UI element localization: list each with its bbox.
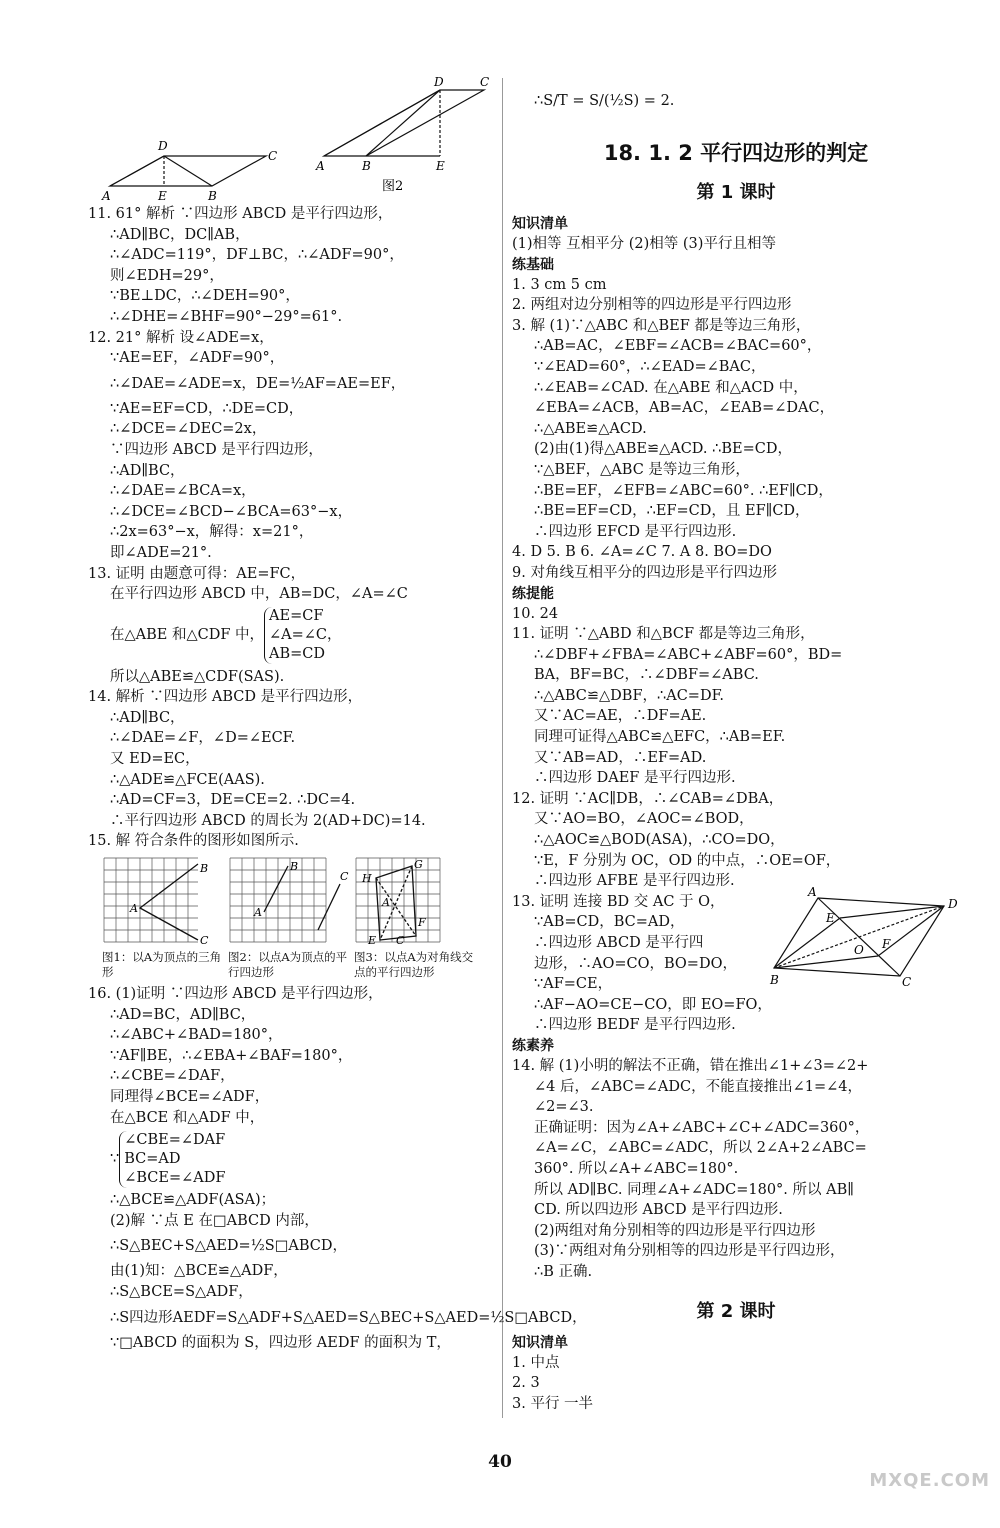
knowledge-list-label: 知识清单 <box>512 216 568 232</box>
fig2-label-E: E <box>436 159 445 173</box>
text-line: ∴B 正确. <box>534 1263 593 1280</box>
q13-answer-tail <box>512 995 960 1036</box>
knowledge-list-line: (1)相等 互相平分 (2)相等 (3)平行且相等 <box>512 236 776 252</box>
grid3-label-A: A <box>382 896 390 910</box>
text-line: ∵AB=CD，BC=AD， <box>534 914 685 931</box>
text-line: ∴四边形 EFCD 是平行四边形. <box>534 523 737 540</box>
text-line: ∵△BEF，△ABC 是等边三角形， <box>534 461 750 478</box>
text-line: ∴△AOC≌△BOD(ASA)，∴CO=DO， <box>534 832 785 849</box>
top-formula: ∴S/T = S/(½S) = 2. <box>534 93 675 109</box>
grid3-label-C: C <box>396 934 405 948</box>
text-line: ∴∠DAE=∠F，∠D=∠ECF. <box>110 730 296 747</box>
q16-brace <box>119 1131 225 1188</box>
text-line: ∴∠DBF+∠FBA=∠ABC+∠ABF=60°，BD= <box>534 646 843 663</box>
text-line: 1. 中点 <box>512 1354 560 1371</box>
q16-brace-line: BC=AD <box>124 1150 181 1167</box>
text-line: 3. 解 (1)∵△ABC 和△BEF 都是等边三角形， <box>512 317 811 334</box>
text-line: 又∵AB=AD，∴EF=AD. <box>534 749 707 766</box>
grid3-label-E: E <box>368 934 377 948</box>
text-line: ∴四边形 ABCD 是平行四 <box>534 935 704 951</box>
text-line: ∴四边形 DAEF 是平行四边形. <box>534 770 736 787</box>
text-line: ∴△BCE≌△ADF(ASA)； <box>110 1192 276 1209</box>
text-line: ∠EBA=∠ACB，AB=AC，∠EAB=∠DAC， <box>534 400 835 417</box>
text-line: ∴AD∥BC，DC∥AB， <box>110 226 250 243</box>
text-line: ∴∠DAE=∠ADE=x，DE=½AF=AE=EF， <box>110 375 406 392</box>
text-line: ∴△ABE≌△ACD. <box>534 420 647 437</box>
fig1-label-E: E <box>158 189 167 203</box>
text-line: ∴∠DHE=∠BHF=90°−29°=61°. <box>110 308 343 325</box>
fig1-label-D: D <box>158 139 168 153</box>
text-line: ∵E，F 分别为 OC，OD 的中点，∴OE=OF， <box>534 852 841 869</box>
grid-figure-3-drawing <box>354 856 464 946</box>
grid-figure-2-drawing <box>228 856 348 946</box>
text-line: ∵AE=EF=CD，∴DE=CD， <box>110 400 304 417</box>
text-line: ∴AD∥BC， <box>110 462 185 479</box>
text-line: ∴∠DAE=∠BCA=x， <box>110 483 256 500</box>
text-line: ∴S四边形AEDF=S△ADF+S△AED=S△BEC+S△AED=½S□ABCD， <box>110 1309 587 1326</box>
text-line: ∴四边形 BEDF 是平行四边形. <box>534 1017 736 1034</box>
text-line: ∵AF∥BE，∴∠EBA+∠BAF=180°， <box>110 1047 353 1064</box>
text-line: 又 ED=EC， <box>110 751 200 768</box>
knowledge-list-2-label: 知识清单 <box>512 1334 568 1351</box>
lesson-2-title: 第 2 课时 <box>696 1300 776 1322</box>
basic-practice-label: 练基础 <box>512 256 554 273</box>
grid2-label-B: B <box>290 860 299 874</box>
text-line: 同理可证得△ABC≌△EFC，∴AB=EF. <box>534 729 786 746</box>
right-column <box>512 80 960 1414</box>
text-line: (2)解 ∵点 E 在□ABCD 内部， <box>110 1212 319 1229</box>
text-line: ∵BE⊥DC，∴∠DEH=90°， <box>110 288 300 305</box>
q13-block <box>512 884 960 995</box>
text-line: 同理得∠BCE=∠ADF， <box>110 1089 270 1105</box>
answers-11-13 <box>88 204 493 605</box>
grid3-label-H: H <box>362 872 372 886</box>
q13-brace-prefix: 在△ABE 和△CDF 中， <box>110 627 265 644</box>
q13-figure <box>770 884 960 989</box>
q13-label-E: E <box>826 910 835 925</box>
text-line: ∠4 后，∠ABC=∠ADC，不能直接推出∠1=∠4， <box>534 1078 863 1095</box>
text-line: ∴AF−AO=CE−CO，即 EO=FO， <box>534 996 772 1013</box>
text-line: 3. 平行 一半 <box>512 1395 594 1412</box>
q13-brace-line: AE=CF <box>269 608 324 625</box>
q13-label-C: C <box>902 974 912 989</box>
text-line: ∴∠DCE=∠BCD−∠BCA=63°−x， <box>110 503 353 520</box>
text-line: 13. 证明 由题意可得：AE=FC， <box>88 565 306 582</box>
text-line: ∠A=∠C，∠ABC=∠ADC，所以 2∠A+2∠ABC= <box>534 1140 867 1157</box>
text-line: 2. 两组对边分别相等的四边形是平行四边形 <box>512 297 792 314</box>
text-line: 在△BCE 和△ADF 中， <box>110 1109 265 1126</box>
answers-13-15 <box>88 667 493 852</box>
text-line: ∴2x=63°−x，解得：x=21°， <box>110 524 314 541</box>
grid-figure-2 <box>228 856 348 980</box>
literacy-answers <box>512 1056 960 1283</box>
text-line: ∵□ABCD 的面积为 S，四边形 AEDF 的面积为 T， <box>110 1334 451 1351</box>
text-line: 则∠EDH=29°， <box>110 267 224 284</box>
text-line: BA，BF=BC，∴∠DBF=∠ABC. <box>534 667 759 684</box>
text-line: 11. 证明 ∵△ABD 和△BCF 都是等边三角形， <box>512 626 815 643</box>
text-line: 16. (1)证明 ∵四边形 ABCD 是平行四边形， <box>88 986 383 1003</box>
grid-figure-1 <box>102 856 222 980</box>
text-line: ∴∠EAB=∠CAD. 在△ABE 和△ACD 中， <box>534 379 808 396</box>
text-line: ∴S△BCE=S△ADF， <box>110 1283 253 1300</box>
text-line: 由(1)知：△BCE≌△ADF， <box>110 1263 288 1280</box>
section-title: 18. 1. 2 平行四边形的判定 <box>603 141 869 165</box>
q13-label-A: A <box>808 884 817 899</box>
text-line: ∵四边形 ABCD 是平行四边形， <box>110 441 323 458</box>
text-line: 即∠ADE=21°. <box>110 544 212 561</box>
text-line: ∴∠DCE=∠DEC=2x， <box>110 421 267 438</box>
text-line: 又∵AC=AE，∴DF=AE. <box>534 708 707 725</box>
text-line: ∴AD∥BC， <box>110 709 185 726</box>
q13-brace-line: ∠A=∠C， <box>269 627 342 644</box>
text-line: 边形，∴AO=CO，BO=DO， <box>534 955 737 972</box>
text-line: ∴平行四边形 ABCD 的周长为 2(AD+DC)=14. <box>110 812 426 829</box>
grid-figures <box>102 856 493 980</box>
grid1-label-C: C <box>200 934 209 948</box>
figure-parallelogram-1-and-2 <box>88 75 493 204</box>
fig2-label-D: D <box>434 75 444 89</box>
lesson-1-title: 第 1 课时 <box>696 182 776 203</box>
text-line: 13. 证明 连接 BD 交 AC 于 O， <box>512 893 725 910</box>
text-line: ∴AB=AC，∠EBF=∠ACB=∠BAC=60°， <box>534 338 822 355</box>
text-line: 14. 解析 ∵四边形 ABCD 是平行四边形， <box>88 689 363 706</box>
page-number: 40 <box>488 1452 512 1472</box>
fig2-label-A: A <box>316 159 325 173</box>
q13-label-F: F <box>882 936 891 951</box>
text-line: ∴∠CBE=∠DAF， <box>110 1068 235 1085</box>
q13-label-D: D <box>948 896 958 911</box>
q13-label-B: B <box>770 972 779 987</box>
grid3-label-G: G <box>414 858 423 872</box>
q16-brace-block <box>88 1128 493 1190</box>
q16-brace-line: ∠CBE=∠DAF <box>124 1131 226 1148</box>
fig2-label-C: C <box>480 75 490 89</box>
text-line: ∴S△BEC+S△AED=½S□ABCD， <box>110 1238 348 1255</box>
text-line: 9. 对角线互相平分的四边形是平行四边形 <box>512 564 777 581</box>
text-line: 360°. 所以∠A+∠ABC=180°. <box>534 1160 739 1177</box>
geometry-figures-top <box>88 75 493 204</box>
q13-label-O: O <box>854 942 864 957</box>
text-line: (3)∵两组对角分别相等的四边形是平行四边形， <box>534 1243 845 1260</box>
text-line: ∴AD=BC，AD∥BC， <box>110 1006 256 1023</box>
fig1-label-A: A <box>102 189 111 203</box>
grid-figure-1-caption: 图1：以A为顶点的三角形 <box>102 950 222 980</box>
text-line: 2. 3 <box>512 1375 540 1392</box>
grid3-label-F: F <box>418 916 426 930</box>
literacy-practice-label: 练素养 <box>512 1037 554 1054</box>
q13-brace-line: AB=CD <box>269 646 326 663</box>
grid-figure-2-caption: 图2：以点A为顶点的平行四边形 <box>228 950 348 980</box>
q13-brace-block <box>88 605 493 667</box>
text-line: 又∵AO=BO，∠AOC=∠BOD， <box>534 811 754 828</box>
grid-figure-1-drawing <box>102 856 212 946</box>
text-line: 14. 解 (1)小明的解法不正确，错在推出∠1+∠3=∠2+ <box>512 1057 869 1074</box>
knowledge-list-2-answers <box>512 1353 960 1415</box>
ability-practice-label: 练提能 <box>512 585 554 602</box>
text-line: 10. 24 <box>512 605 559 622</box>
grid-figure-3-caption: 图3：以点A为对角线交点的平行四边形 <box>354 950 474 980</box>
text-line: ∴△ADE≌△FCE(AAS). <box>110 771 265 788</box>
column-divider <box>502 78 503 1418</box>
text-line: 4. D 5. B 6. ∠A=∠C 7. A 8. BO=DO <box>512 544 772 561</box>
text-line: 所以 AD∥BC. 同理∠A+∠ADC=180°. 所以 AB∥ <box>534 1181 854 1198</box>
text-line: 12. 证明 ∵AC∥DB，∴∠CAB=∠DBA， <box>512 790 784 807</box>
grid2-label-A: A <box>254 906 262 920</box>
text-line: CD. 所以四边形 ABCD 是平行四边形. <box>534 1202 783 1219</box>
text-line: (2)两组对角分别相等的四边形是平行四边形 <box>534 1222 816 1239</box>
text-line: ∴∠ADC=119°，DF⊥BC，∴∠ADF=90°， <box>110 247 404 264</box>
grid-figure-3 <box>354 856 484 980</box>
text-line: 所以△ABE≌△CDF(SAS). <box>110 668 285 685</box>
answers-16-part1 <box>88 984 493 1128</box>
text-line: 1. 3 cm 5 cm <box>512 276 607 293</box>
q16-brace-prefix: ∵ <box>110 1150 120 1167</box>
text-line: ∴BE=EF，∠EFB=∠ABC=60°. ∴EF∥CD， <box>534 482 833 499</box>
basic-answers <box>512 275 960 584</box>
text-line: 在平行四边形 ABCD 中，AB=DC，∠A=∠C <box>110 586 408 603</box>
text-line: ∴BE=EF=CD，∴EF=CD，且 EF∥CD， <box>534 503 810 520</box>
fig2-caption: 图2 <box>382 179 404 194</box>
text-line: ∴四边形 AFBE 是平行四边形. <box>534 873 735 890</box>
ability-answers <box>512 604 960 892</box>
text-line: ∵AE=EF，∠ADF=90°， <box>110 350 285 367</box>
text-line: (2)由(1)得△ABE≌△ACD. ∴BE=CD， <box>534 441 792 458</box>
text-line: 11. 61° 解析 ∵四边形 ABCD 是平行四边形， <box>88 206 393 222</box>
text-line: 12. 21° 解析 设∠ADE=x， <box>88 329 274 346</box>
watermark-logo: MXQE.COM <box>869 1470 990 1491</box>
text-line: 15. 解 符合条件的图形如图所示. <box>88 833 299 850</box>
fig1-label-C: C <box>268 149 278 163</box>
text-line: ∴AD=CF=3，DE=CE=2. ∴DC=4. <box>110 792 356 809</box>
grid1-label-A: A <box>130 902 138 916</box>
q16-brace-line: ∠BCE=∠ADF <box>124 1169 226 1186</box>
fig1-label-B: B <box>208 189 217 203</box>
grid1-label-B: B <box>200 862 209 876</box>
fig2-label-B: B <box>362 159 371 173</box>
text-line: ∴△ABC≌△DBF，∴AC=DF. <box>534 687 724 704</box>
q13-brace <box>264 607 342 664</box>
text-line: ∠2=∠3. <box>534 1099 594 1116</box>
grid2-label-C: C <box>340 870 349 884</box>
text-line: ∴∠ABC+∠BAD=180°， <box>110 1027 283 1044</box>
text-line: 正确证明：因为∠A+∠ABC+∠C+∠ADC=360°， <box>534 1119 870 1136</box>
text-line: ∵∠EAD=60°，∴∠EAD=∠BAC， <box>534 358 766 375</box>
text-line: ∵AF=CE， <box>534 976 613 993</box>
